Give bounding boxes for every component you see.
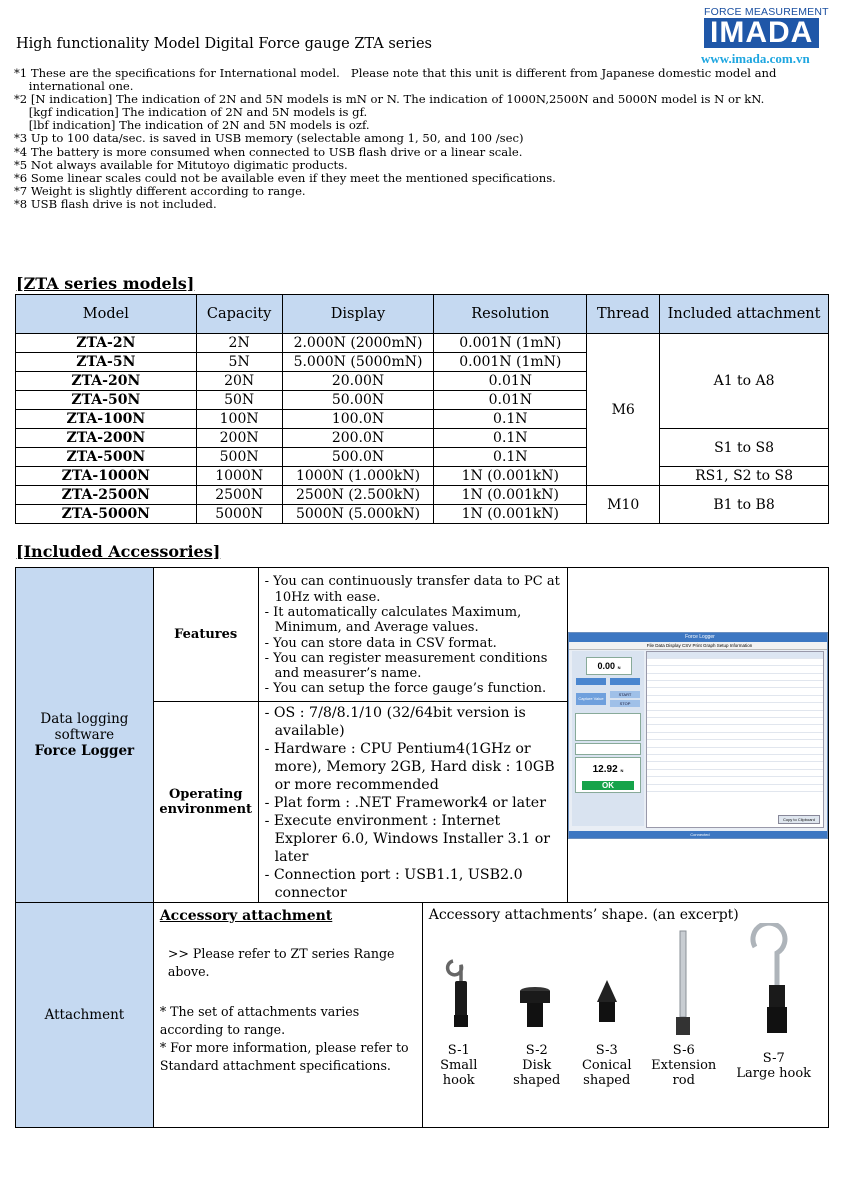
conical-shaped-icon: [589, 978, 625, 1032]
column-header: Model: [16, 295, 197, 334]
environment-list: [258, 702, 567, 903]
reading-unit: N: [617, 664, 621, 670]
table-header-row: [16, 295, 829, 334]
feature-item: - You can setup the force gauge’s function.: [264, 681, 547, 697]
resolution-cell: 0.1N: [434, 410, 587, 429]
disk-shaped-icon: [513, 983, 557, 1035]
table-row: [16, 429, 829, 448]
screenshot-cell: [567, 568, 828, 903]
note-line: [lbf indication] The indication of 2N and 5N models is ozf.: [14, 118, 370, 133]
attachment-note: * For more information, please refer to Standard attachment specifications.: [159, 1040, 409, 1073]
display-cell: 2.000N (2000mN): [282, 334, 434, 353]
status-bar: [569, 831, 827, 838]
note-line: *3 Up to 100 data/sec. is saved in USB memory (selectable among 1, 50, and 100 /sec): [14, 131, 524, 146]
note-line: *5 Not always available for Mitutoyo digimatic products.: [14, 157, 348, 172]
zero-button[interactable]: [576, 678, 606, 685]
shape-name: rod: [672, 1073, 695, 1088]
resolution-cell: 0.01N: [434, 391, 587, 410]
s6-label: [649, 1043, 719, 1088]
accessories-table: [15, 567, 829, 1128]
large-hook-icon: [745, 923, 805, 1039]
grid-row: [647, 762, 823, 769]
menu-bar: File Data Display CSV Print Graph Setup Information: [569, 642, 827, 650]
grid-row: [647, 740, 823, 747]
shape-code: S-7: [762, 1051, 785, 1066]
shape-name: shaped: [583, 1073, 631, 1088]
judge-ok-badge: OK: [582, 781, 634, 790]
feature-item: - You can register measurement conditions and measurer’s name.: [264, 650, 548, 682]
shape-code: S-2: [525, 1043, 548, 1058]
grid-row: [647, 696, 823, 703]
resolution-cell: 0.001N (1mN): [434, 353, 587, 372]
accessory-attachment-title: Accessory attachment: [159, 908, 333, 924]
grid-header: [647, 652, 823, 659]
grid-row: [647, 674, 823, 681]
grid-row: [647, 748, 823, 755]
data-logging-label: Data logging: [40, 711, 129, 727]
capacity-cell: 200N: [196, 429, 282, 448]
display-cell: 5000N (5.000kN): [282, 505, 434, 524]
env-item: - Execute environment : Internet Explorer 6.0, Windows Installer 3.1 or later: [264, 813, 551, 865]
resolution-cell: 0.01N: [434, 372, 587, 391]
features-label: Features: [153, 568, 258, 702]
force-logger-label: Force Logger: [34, 743, 135, 759]
shape-name: hook: [442, 1073, 475, 1088]
stop-button[interactable]: STOP: [610, 700, 640, 707]
s7-label: [734, 1051, 814, 1081]
display-cell: 500.0N: [282, 448, 434, 467]
model-cell: ZTA-5N: [16, 353, 197, 372]
attachment-label: Attachment: [16, 903, 154, 1128]
feature-item: - You can store data in CSV format.: [264, 635, 497, 651]
copy-clipboard-button[interactable]: Copy to Clipboard: [778, 815, 820, 824]
model-cell: ZTA-2N: [16, 334, 197, 353]
imada-logo: [676, 6, 836, 66]
statistics-box: [575, 757, 641, 793]
grid-row: [647, 777, 823, 784]
big-reading-value: 12.92: [592, 763, 618, 775]
note-line: *4 The battery is more consumed when connected to USB flash drive or a linear scale.: [14, 144, 523, 159]
note-line: *1 These are the specifications for International model. Please note that this unit is different from Japanese domestic model and: [14, 66, 777, 80]
grid-row: [647, 688, 823, 695]
note-line: *6 Some linear scales could not be available even if they meet the mentioned specifications.: [14, 170, 556, 185]
control-panel: [572, 651, 644, 826]
data-grid: [646, 651, 824, 828]
environment-label: environment: [159, 802, 253, 817]
start-button[interactable]: START: [610, 691, 640, 698]
attachment-cell-rs: RS1, S2 to S8: [660, 467, 829, 486]
page-title: High functionality Model Digital Force gauge ZTA series: [16, 36, 432, 52]
resolution-cell: 1N (0.001kN): [434, 467, 587, 486]
env-item: - OS : 7/8/8.1/10 (32/64bit version is available): [264, 705, 526, 739]
capture-button[interactable]: Capture Value: [576, 693, 606, 705]
s3-label: [579, 1043, 635, 1088]
capacity-cell: 50N: [196, 391, 282, 410]
display-cell: 100.0N: [282, 410, 434, 429]
column-header: Included attachment: [660, 295, 829, 334]
feature-item: - You can continuously transfer data to PC at 10Hz with ease.: [264, 574, 560, 605]
note-line: [kgf indication] The indication of 2N and 5N models is gf.: [14, 105, 368, 120]
model-cell: ZTA-2500N: [16, 486, 197, 505]
shape-name: Extension: [651, 1058, 717, 1073]
thread-cell-m6: M6: [587, 334, 660, 486]
logo-tagline: FORCE MEASUREMENT: [704, 6, 829, 18]
display-cell: 200.0N: [282, 429, 434, 448]
features-list: [258, 568, 567, 702]
extension-rod-icon: [665, 929, 701, 1043]
shape-name: Conical: [581, 1058, 632, 1073]
capacity-cell: 500N: [196, 448, 282, 467]
attachment-cell-s: S1 to S8: [660, 429, 829, 467]
attachment-info: [153, 903, 422, 1128]
reading-display: [586, 657, 632, 675]
resolution-cell: 0.1N: [434, 448, 587, 467]
model-cell: ZTA-1000N: [16, 467, 197, 486]
big-reading: [576, 758, 640, 775]
s1-label: [437, 1043, 481, 1088]
refer-note: >> Please refer to ZT series Range above.: [167, 946, 395, 979]
grid-row: [647, 770, 823, 777]
display-cell: 20.00N: [282, 372, 434, 391]
models-heading: [ZTA series models]: [16, 274, 195, 293]
env-item: - Plat form : .NET Framework4 or later: [264, 795, 546, 811]
grid-row: [647, 703, 823, 710]
grid-row: [647, 666, 823, 673]
reading-value: 0.00: [597, 660, 616, 671]
model-cell: ZTA-20N: [16, 372, 197, 391]
display-cell: 1000N (1.000kN): [282, 467, 434, 486]
column-header: Thread: [587, 295, 660, 334]
capacity-cell: 2500N: [196, 486, 282, 505]
resolution-cell: 0.1N: [434, 429, 587, 448]
note-line: *7 Weight is slightly different according to range.: [14, 183, 306, 198]
model-cell: ZTA-500N: [16, 448, 197, 467]
window-title: Force Logger: [569, 633, 827, 642]
shape-code: S-1: [447, 1043, 470, 1058]
data-logging-label-cell: [16, 568, 154, 903]
accessories-heading: [Included Accessories]: [16, 542, 221, 561]
attachment-shapes: [422, 903, 828, 1128]
table-row: [16, 467, 829, 486]
display-cell: 5.000N (5000mN): [282, 353, 434, 372]
grid-row: [647, 755, 823, 762]
attachment-cell-a: A1 to A8: [660, 334, 829, 429]
note-line: *2 [N indication] The indication of 2N and 5N models is mN or N. The indication of 1000N,2500N and 5000N model is N or kN.: [14, 92, 765, 107]
shape-name: Large hook: [736, 1066, 812, 1081]
feature-item: - It automatically calculates Maximum, Minimum, and Average values.: [264, 604, 522, 636]
attachment-note: * The set of attachments varies according to range.: [159, 1004, 360, 1037]
logo-url[interactable]: www.imada.com.vn: [701, 51, 810, 66]
grid-row: [647, 711, 823, 718]
model-cell: ZTA-100N: [16, 410, 197, 429]
big-reading-unit: N: [620, 767, 624, 773]
resolution-cell: 1N (0.001kN): [434, 486, 587, 505]
capacity-cell: 2N: [196, 334, 282, 353]
footnotes: [14, 67, 844, 211]
data-logging-label: software: [54, 727, 115, 743]
grid-row: [647, 733, 823, 740]
capacity-cell: 1000N: [196, 467, 282, 486]
shape-code: S-6: [672, 1043, 695, 1058]
capacity-cell: 20N: [196, 372, 282, 391]
grid-row: [647, 681, 823, 688]
attachment-cell-b: B1 to B8: [660, 486, 829, 524]
display-cell: 50.00N: [282, 391, 434, 410]
logo-wordmark: IMADA: [704, 18, 819, 48]
environment-label-cell: [153, 702, 258, 903]
shape-name: Disk: [522, 1058, 552, 1073]
grid-row: [647, 659, 823, 666]
column-header: Capacity: [196, 295, 282, 334]
capacity-cell: 100N: [196, 410, 282, 429]
shapes-gallery: [429, 923, 822, 1123]
column-header: Resolution: [434, 295, 587, 334]
track-peak-button[interactable]: [610, 678, 640, 685]
shape-name: shaped: [513, 1073, 561, 1088]
force-logger-screenshot: [568, 632, 828, 839]
display-cell: 2500N (2.500kN): [282, 486, 434, 505]
model-cell: ZTA-50N: [16, 391, 197, 410]
s2-label: [509, 1043, 565, 1088]
shape-name: Small: [440, 1058, 478, 1073]
small-hook-icon: [443, 941, 479, 1045]
status-text: Connected: [690, 831, 710, 837]
model-cell: ZTA-200N: [16, 429, 197, 448]
models-table: [15, 294, 829, 524]
test-condition-box: [575, 713, 641, 741]
capacity-cell: 5N: [196, 353, 282, 372]
table-row: [16, 334, 829, 353]
resolution-cell: 1N (0.001kN): [434, 505, 587, 524]
table-row: [16, 486, 829, 505]
model-cell: ZTA-5000N: [16, 505, 197, 524]
environment-label: Operating: [168, 787, 243, 802]
note-line: *8 USB flash drive is not included.: [14, 196, 217, 211]
capacity-cell: 5000N: [196, 505, 282, 524]
note-line: international one.: [14, 79, 134, 94]
operator-box: [575, 743, 641, 755]
grid-row: [647, 725, 823, 732]
env-item: - Connection port : USB1.1, USB2.0 connector: [264, 867, 523, 901]
column-header: Display: [282, 295, 434, 334]
grid-row: [647, 718, 823, 725]
shapes-title: Accessory attachments’ shape. (an excerpt): [428, 907, 739, 923]
env-item: - Hardware : CPU Pentium4(1GHz or more), Memory 2GB, Hard disk : 10GB or more recommended: [264, 741, 555, 793]
grid-row: [647, 785, 823, 792]
shape-code: S-3: [595, 1043, 618, 1058]
thread-cell-m10: M10: [587, 486, 660, 524]
resolution-cell: 0.001N (1mN): [434, 334, 587, 353]
